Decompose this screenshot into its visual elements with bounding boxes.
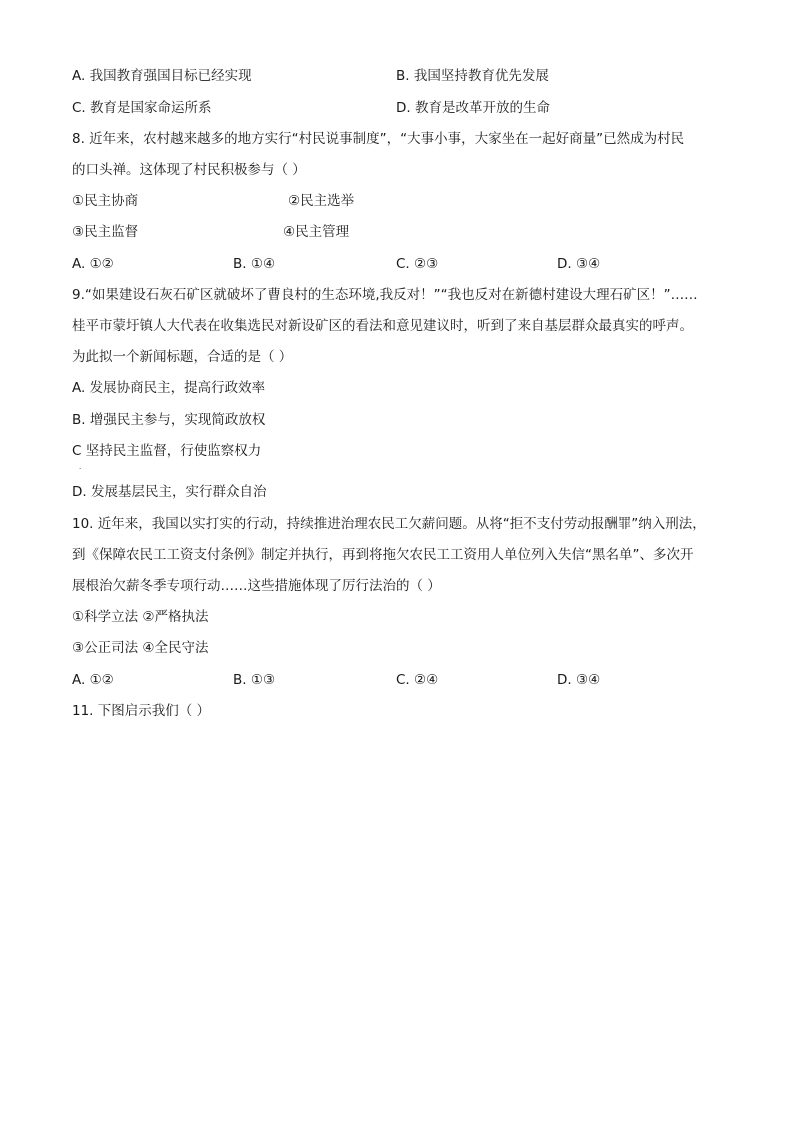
q8-item-3: ③民主监督 bbox=[72, 224, 139, 240]
q10-stem-line3: 展根治欠薪冬季专项行动……这些措施体现了厉行法治的（ ） bbox=[72, 578, 441, 594]
q11-stem: 11. 下图启示我们（ ） bbox=[72, 703, 211, 719]
q8-option-b: B. ①④ bbox=[233, 256, 276, 272]
q8-stem-line1: 8. 近年来，农村越来越多的地方实行“村民说事制度”，“大事小事，大家坐在一起好商量”已然成为村民 bbox=[72, 131, 685, 147]
q10-items-line1: ①科学立法 ②严格执法 bbox=[72, 609, 209, 625]
q9-option-a: A. 发展协商民主，提高行政效率 bbox=[72, 380, 266, 396]
q10-stem-line2: 到《保障农民工工资支付条例》制定并执行，再到将拖欠农民工工资用人单位列入失信“黑名单”、多次开 bbox=[72, 547, 694, 563]
q10-option-a: A. ①② bbox=[72, 672, 114, 688]
q8-item-2: ②民主选举 bbox=[288, 193, 355, 209]
q9-stem-line3: 为此拟一个新闻标题，合适的是（ ） bbox=[72, 349, 293, 365]
q8-item-1: ①民主协商 bbox=[72, 193, 139, 209]
q10-option-c: C. ②④ bbox=[396, 672, 439, 688]
q9-option-c: C 坚持民主监督，行使监察权力 bbox=[72, 443, 262, 459]
q8-option-d: D. ③④ bbox=[557, 256, 601, 272]
q10-stem-line1: 10. 近年来，我国以实打实的行动，持续推进治理农民工欠薪问题。从将“拒不支付劳动报酬罪”纳入刑法， bbox=[72, 516, 706, 532]
q9-stem-line1: 9.“如果建设石灰石矿区就破坏了曹良村的生态环境,我反对！”“我也反对在新德村建设大理石矿区！”…… bbox=[72, 287, 698, 303]
q7-option-a: A. 我国教育强国目标已经实现 bbox=[72, 68, 252, 84]
q10-option-d: D. ③④ bbox=[557, 672, 601, 688]
q10-option-b: B. ①③ bbox=[233, 672, 276, 688]
q8-option-c: C. ②③ bbox=[396, 256, 439, 272]
q9-option-c-dot: . bbox=[79, 463, 82, 471]
q8-option-a: A. ①② bbox=[72, 256, 114, 272]
q9-stem-line2: 桂平市蒙圩镇人大代表在收集选民对新设矿区的看法和意见建议时，听到了来自基层群众最真实的呼声。 bbox=[72, 318, 693, 334]
q7-option-d: D. 教育是改革开放的生命 bbox=[396, 100, 550, 116]
q9-option-d: D. 发展基层民主，实行群众自治 bbox=[72, 484, 267, 500]
q7-option-c: C. 教育是国家命运所系 bbox=[72, 100, 212, 116]
q10-items-line2: ③公正司法 ④全民守法 bbox=[72, 640, 209, 656]
q8-item-4: ④民主管理 bbox=[283, 224, 350, 240]
q9-option-b: B. 增强民主参与，实现简政放权 bbox=[72, 412, 266, 428]
q7-option-b: B. 我国坚持教育优先发展 bbox=[396, 68, 549, 84]
q8-stem-line2: 的口头禅。这体现了村民积极参与（ ） bbox=[72, 162, 306, 178]
